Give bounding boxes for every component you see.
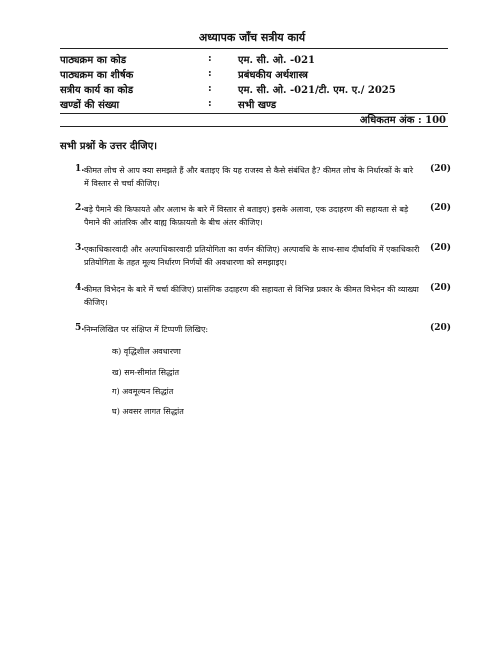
sub-item: घ) अवसर लागत सिद्धांत	[112, 407, 184, 416]
meta-key: पाठ्यक्रम का कोड	[60, 54, 127, 66]
instruction-heading: सभी प्रश्नों के उत्तर दीजिए।	[60, 141, 158, 152]
question-text: बड़े पैमाने की किफायते और अलाभ के बारे में विस्तार से बताइए) इसके अलावा, एक उदाहरण की सहायता से बड़े पैमाने की आंतरिक और बाह्य किफ़ायतो के बीच अंतर कीजिए।	[84, 205, 409, 227]
meta-value: प्रबंधकीय अर्थशास्त्र	[238, 69, 308, 81]
meta-value: सभी खण्ड	[238, 99, 277, 111]
question-number: 1.	[75, 164, 85, 174]
question-marks: (20)	[430, 323, 452, 333]
meta-colon: :	[208, 68, 212, 79]
meta-colon: :	[208, 83, 212, 94]
question-text: कीमत विभेदन के बारे में चर्चा कीजिए) प्रासंगिक उदाहरण की सहायता से विभिन्न प्रकार के कीमत विभेदन की व्याख्या कीजिए।	[84, 285, 419, 307]
divider	[60, 126, 448, 127]
meta-key: सत्रीय कार्य का कोड	[60, 84, 134, 96]
question-marks: (20)	[430, 164, 452, 174]
question-text: एकाधिकारवादी और अल्पाधिकारवादी प्रतियोगिता का वर्णन कीजिए) अल्पावधि के साथ-साथ दीर्घावधि में एकाधिकारी प्रतियोगिता के तहत मूल्य निर्धारण निर्णयों की अवधारणा को समझाइए।	[84, 245, 420, 267]
question-marks: (20)	[430, 203, 452, 213]
meta-key: पाठ्यक्रम का शीर्षक	[60, 69, 134, 81]
sub-item: क) वृद्धिशील अवधारणा	[112, 347, 181, 356]
page-title: अध्यापक जाँच सत्रीय कार्य	[198, 31, 306, 44]
blocks-count-row	[60, 96, 448, 111]
question-number: 3.	[75, 243, 85, 253]
question-number: 2.	[75, 203, 85, 213]
sub-item: ग) अवमूल्यन सिद्धांत	[112, 387, 174, 396]
meta-colon: :	[208, 98, 212, 109]
question-marks: (20)	[430, 283, 452, 293]
course-code-row	[60, 51, 448, 66]
meta-key: खण्डों की संख्या	[60, 99, 120, 111]
sub-item: ख) सम-सीमांत सिद्धांत	[112, 368, 180, 377]
meta-value: एम. सी. ओ. -021	[238, 54, 316, 66]
assignment-code-row	[60, 81, 448, 96]
meta-value: एम. सी. ओ. -021/टी. एम. ए./ 2025	[238, 84, 396, 96]
question-text: निम्नलिखित पर संक्षिप्त में टिप्पणी लिखिए:	[84, 325, 209, 334]
question-number: 5.	[75, 323, 85, 333]
meta-colon: :	[208, 53, 212, 64]
question-text: कीमत लोच से आप क्या समझते हैं और बताइए कि यह राजस्व से कैसे संबंधित है? कीमत लोच के निर्धारकों के बारे में विस्तार से चर्चा कीजिए।	[84, 166, 414, 188]
question-marks: (20)	[430, 243, 452, 253]
course-details-table	[60, 48, 448, 114]
max-marks: अधिकतम अंक : 100	[359, 115, 446, 126]
course-title-row	[60, 66, 448, 81]
question-number: 4.	[75, 283, 85, 293]
